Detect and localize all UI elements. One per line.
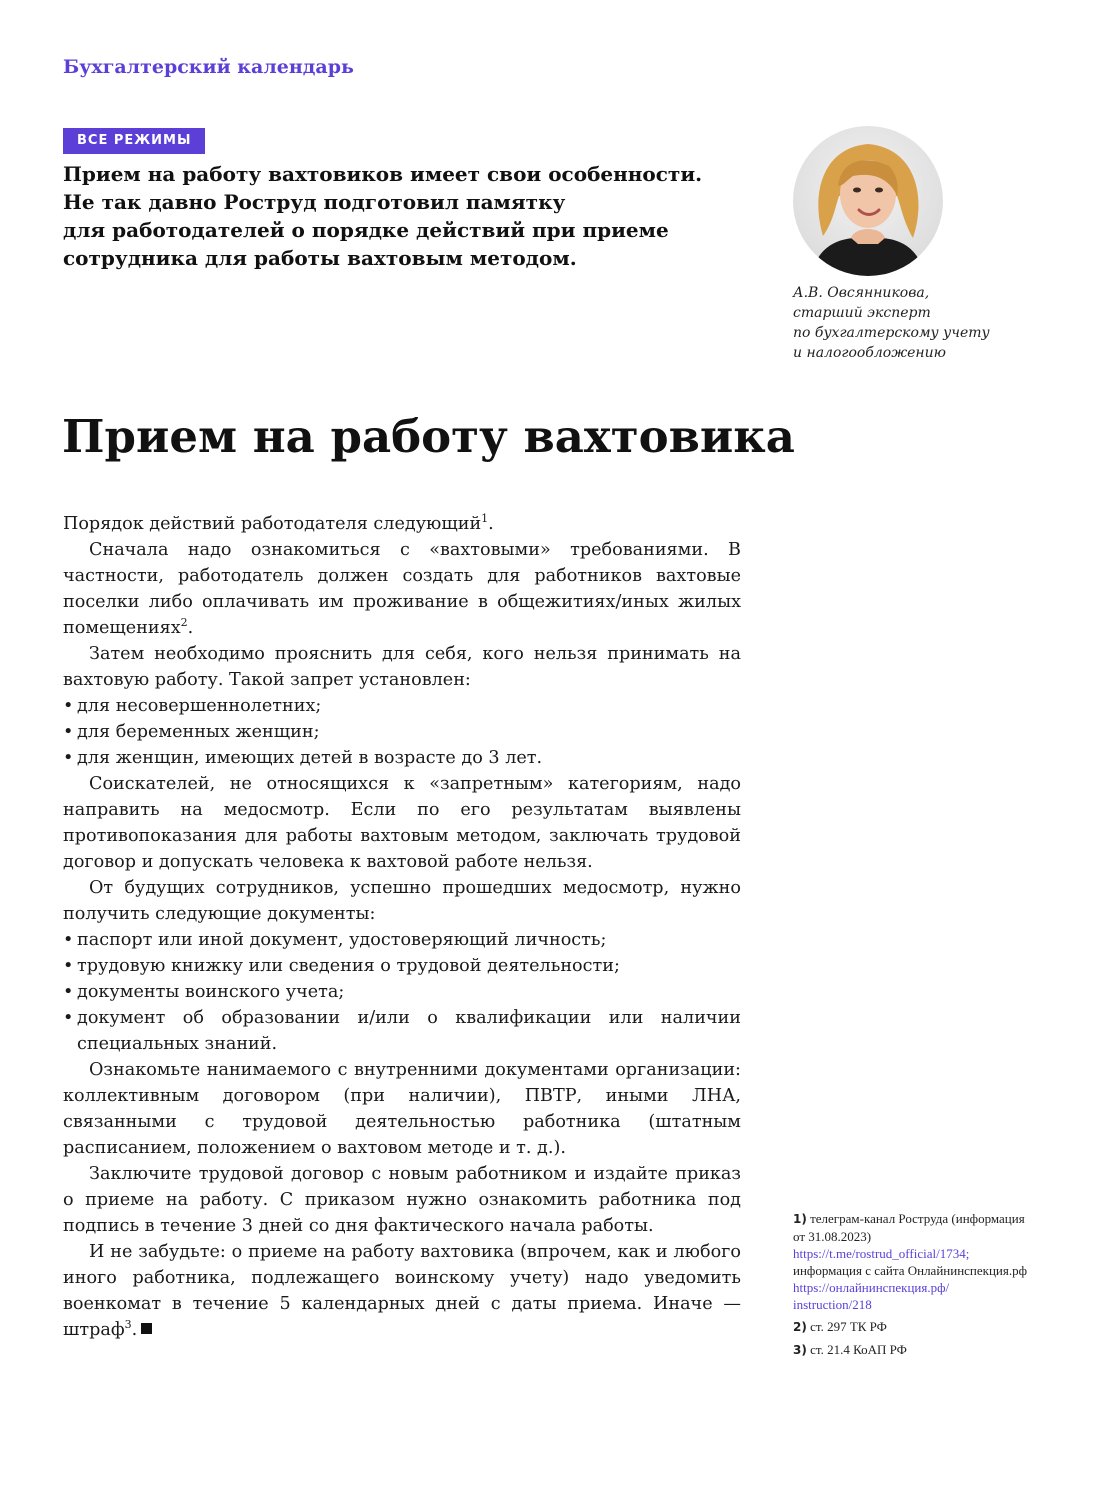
paragraph: Сначала надо ознакомиться с «вахтовыми» требованиями. В частности, работодатель должен создать для работников вахтовые поселки либо оплачивать им проживание в общежитиях/иных жилых помещениях$^2$. — [63, 540, 741, 638]
bullet-icon: • — [63, 956, 74, 976]
list-item: • для беременных женщин; — [63, 719, 741, 745]
footnote-link[interactable]: https://t.me/rostrud_official/1734; — [793, 1246, 970, 1261]
paragraph: И не забудьте: о приеме на работу вахтовика (впрочем, как и любого иного работника, подлежащего воинскому учету) надо уведомить военкомат в течение 5 календарных дней с даты приема. Иначе — штраф$^3$. — [63, 1242, 741, 1340]
list-item: • для женщин, имеющих детей в возрасте до 3 лет. — [63, 745, 741, 771]
footnote-link[interactable]: https://онлайнинспекция.рф/ — [793, 1280, 950, 1295]
lead-line: Не так давно Роструд подготовил памятку — [63, 190, 566, 214]
author-portrait-icon — [793, 126, 943, 276]
author-name: А.В. Овсянникова, — [793, 285, 930, 301]
footnote-text: ст. 21.4 КоАП РФ — [810, 1342, 907, 1357]
list-item: • документ об образовании и/или о квалификации или наличии специальных знаний. — [63, 1005, 741, 1057]
author-position: и налогообложению — [793, 345, 946, 361]
footnote-ref[interactable]: 2 — [180, 616, 188, 630]
footnote-number: 1) — [793, 1212, 807, 1226]
footnote-3 — [793, 1341, 1033, 1359]
bullet-icon: • — [63, 982, 74, 1002]
section-title: Бухгалтерский календарь — [63, 56, 354, 78]
list-item: • для несовершеннолетних; — [63, 693, 741, 719]
footnote-ref[interactable]: 3 — [124, 1318, 132, 1332]
author-position: старший эксперт — [793, 305, 931, 321]
footnote-number: 3) — [793, 1343, 807, 1357]
author-caption — [793, 283, 1053, 363]
footnote-ref[interactable]: 1 — [481, 512, 489, 526]
lead-line: Прием на работу вахтовиков имеет свои особенности. — [63, 162, 703, 186]
footnote-2 — [793, 1318, 1033, 1336]
paragraph: Затем необходимо прояснить для себя, кого нельзя принимать на вахтовую работу. Такой запрет установлен: — [63, 644, 741, 690]
bullet-icon: • — [63, 722, 74, 742]
lead-line: для работодателей о порядке действий при приеме — [63, 218, 669, 242]
bullet-icon: • — [63, 748, 74, 768]
paragraph: От будущих сотрудников, успешно прошедших медосмотр, нужно получить следующие документы: — [63, 878, 741, 924]
lead-paragraph — [63, 160, 753, 272]
bullet-icon: • — [63, 1008, 74, 1028]
list-item: • паспорт или иной документ, удостоверяющий личность; — [63, 927, 741, 953]
bullet-list — [63, 693, 741, 771]
footnote-text: телеграм-канал Роструда (информация от 31.08.2023) — [793, 1211, 1025, 1244]
bullet-icon: • — [63, 930, 74, 950]
footnote-link[interactable]: instruction/218 — [793, 1297, 872, 1312]
paragraph: Ознакомьте нанимаемого с внутренними документами организации: коллективным договором (при наличии), ПВТР, иными ЛНА, связанными с трудовой деятельностью работника (штатным расписанием, положением о вахтовом методе и т. д.). — [63, 1060, 741, 1158]
paragraph: Соискателей, не относящихся к «запретным» категориям, надо направить на медосмотр. Если по его результатам выявлены противопоказания для работы вахтовым методом, заключать трудовой договор и допускать человека к вахтовой работе нельзя. — [63, 774, 741, 872]
list-item: • документы воинского учета; — [63, 979, 741, 1005]
list-item: • трудовую книжку или сведения о трудовой деятельности; — [63, 953, 741, 979]
paragraph: Порядок действий работодателя следующий$^1$. — [63, 512, 494, 534]
footnote-1 — [793, 1210, 1033, 1313]
footnote-text: ст. 297 ТК РФ — [810, 1319, 887, 1334]
article-title: Прием на работу вахтовика — [62, 410, 795, 463]
lead-line: сотрудника для работы вахтовым методом. — [63, 246, 577, 270]
paragraph: Заключите трудовой договор с новым работником и издайте приказ о приеме на работу. С приказом нужно ознакомить работника под подпись в течение 3 дней со дня фактического начала работы. — [63, 1164, 741, 1236]
footnote-number: 2) — [793, 1320, 807, 1334]
bullet-list — [63, 927, 741, 1057]
footnote-text: информация с сайта Онлайнинспекция.рф — [793, 1263, 1028, 1278]
regime-badge: ВСЕ РЕЖИМЫ — [63, 128, 205, 154]
article-body — [63, 511, 741, 1343]
bullet-icon: • — [63, 696, 74, 716]
footnotes — [793, 1210, 1033, 1364]
author-position: по бухгалтерскому учету — [793, 325, 990, 341]
end-mark-icon — [141, 1323, 152, 1334]
